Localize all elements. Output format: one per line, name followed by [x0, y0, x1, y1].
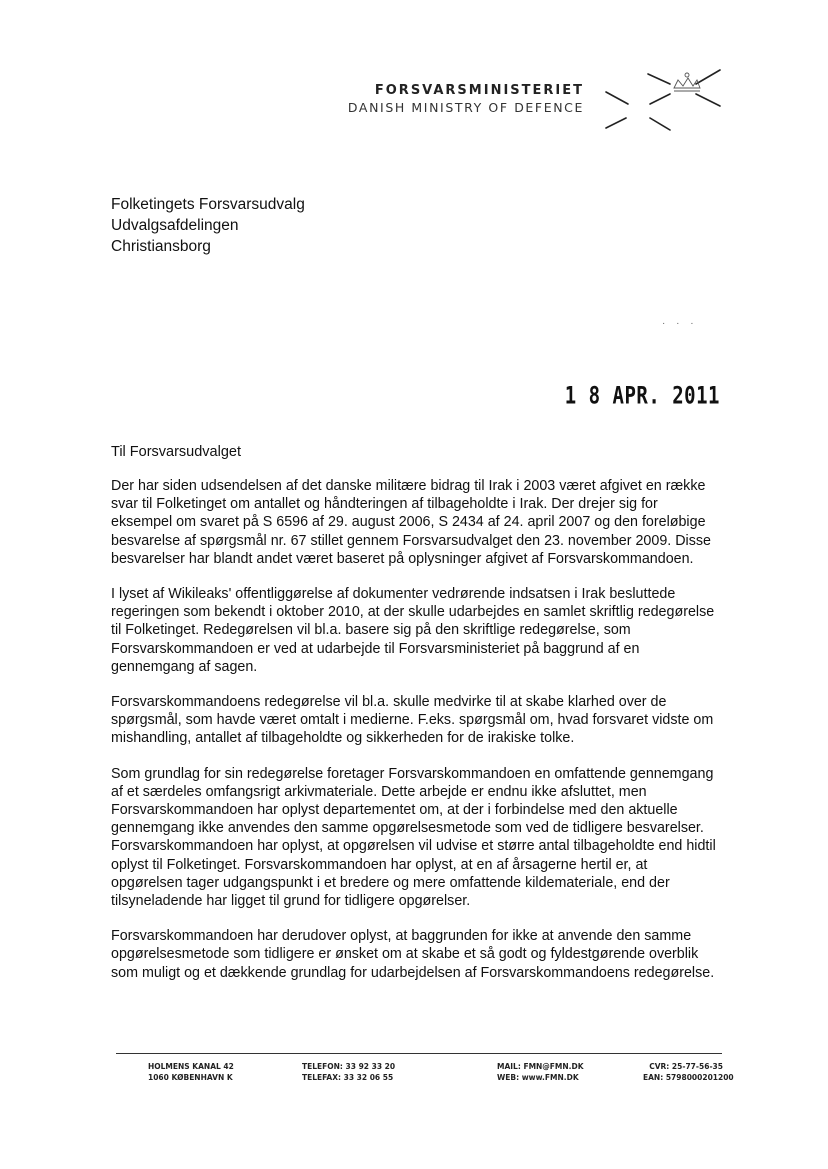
- ministry-name-english: DANISH MINISTRY OF DEFENCE: [347, 100, 584, 115]
- recipient-address: [111, 194, 305, 257]
- recipient-line: Christiansborg: [111, 238, 211, 255]
- body-paragraph: Forsvarskommandoen har derudover oplyst, at baggrunden for ikke at anvende den samme opgørelsesmetode som tidligere er ønsket om at skabe et så godt og fyldestgørende overblik som muligt og et dækkende grundlag for udarbejdelsen af Forsvarskommandoens redegørelse.: [111, 928, 715, 981]
- date-stamp: 1 8 APR. 2011: [564, 382, 720, 410]
- footer-phone: [302, 1062, 395, 1083]
- footer-address: [148, 1062, 234, 1083]
- footer-contact: [497, 1062, 584, 1083]
- footer-text: TELEFON: 33 92 33 20: [302, 1062, 396, 1071]
- scan-marks: · · ·: [662, 318, 698, 329]
- footer-text: HOLMENS KANAL 42: [148, 1062, 234, 1071]
- crown-emblem-icon: [598, 62, 728, 140]
- footer-text: MAIL: FMN@FMN.DK: [497, 1062, 584, 1071]
- salutation: Til Forsvarsudvalget: [111, 444, 242, 460]
- letter-body: [111, 477, 721, 999]
- recipient-line: Udvalgsafdelingen: [111, 217, 239, 234]
- footer-ids: [643, 1062, 734, 1083]
- footer-text: EAN: 5798000201200: [643, 1072, 734, 1082]
- footer-text: CVR: 25-77-56-35: [649, 1062, 723, 1071]
- recipient-line: Folketingets Forsvarsudvalg: [111, 196, 305, 213]
- footer-text: TELEFAX: 33 32 06 55: [302, 1072, 394, 1082]
- ministry-name: FORSVARSMINISTERIET: [374, 83, 584, 98]
- body-paragraph: I lyset af Wikileaks' offentliggørelse af dokumenter vedrørende indsatsen i Irak besluttede regeringen som bekendt i oktober 2010, at der skulle udarbejdes en samlet skriftlig redegørelse til Folketinget. Redegørelsen vil bl.a. basere sig på den skriftlige redegørelse, som Forsvarskommandoen er ved at udarbejde til Forsvarsministeriet på baggrund af en gennemgang af sagen.: [111, 586, 715, 675]
- footer-text: WEB: www.FMN.DK: [497, 1072, 579, 1082]
- body-paragraph: Der har siden udsendelsen af det danske militære bidrag til Irak i 2003 været afgivet en række svar til Folketinget om antallet og håndteringen af tilbageholdte i Irak. Der drejer sig for eksempel om svaret på S 6596 af 29. august 2006, S 2434 af 24. april 2007 og den foreløbige besvarelse af spørgsmål nr. 67 stillet gennem Forsvarsudvalget den 23. november 2009. Disse besvarelser har blandt andet været baseret på oplysninger afgivet af Forsvarskommandoen.: [111, 478, 711, 567]
- footer-divider: [116, 1053, 722, 1054]
- body-paragraph: Forsvarskommandoens redegørelse vil bl.a. skulle medvirke til at skabe klarhed over de spørgsmål, som havde været omtalt i medierne. F.eks. spørgsmål om, hvad forsvaret vidste om mishandling, antallet af tilbageholdte og sikkerheden for de irakiske tolke.: [111, 694, 714, 747]
- body-paragraph: Som grundlag for sin redegørelse foretager Forsvarskommandoen en omfattende gennemgang af et særdeles omfangsrigt arkivmateriale. Dette arbejde er endnu ikke afsluttet, men Forsvarskommandoen har oplyst departementet om, at der i forbindelse med den aktuelle gennemgang ikke anvendes den samme opgørelsesmetode som ved de tidligere besvarelser. Forsvarskommandoen har oplyst, at opgørelsen vil udvise et større antal tilbageholdte end hidtil oplyst til Folketinget. Forsvarskommandoen har oplyst, at en af årsagerne hertil er, at opgørelsen tager udgangspunkt i et bredere og mere omfattende kildemateriale, end der tilsyneladende har ligget til grund for tidligere opgørelser.: [111, 765, 716, 910]
- footer-text: 1060 KØBENHAVN K: [148, 1072, 233, 1082]
